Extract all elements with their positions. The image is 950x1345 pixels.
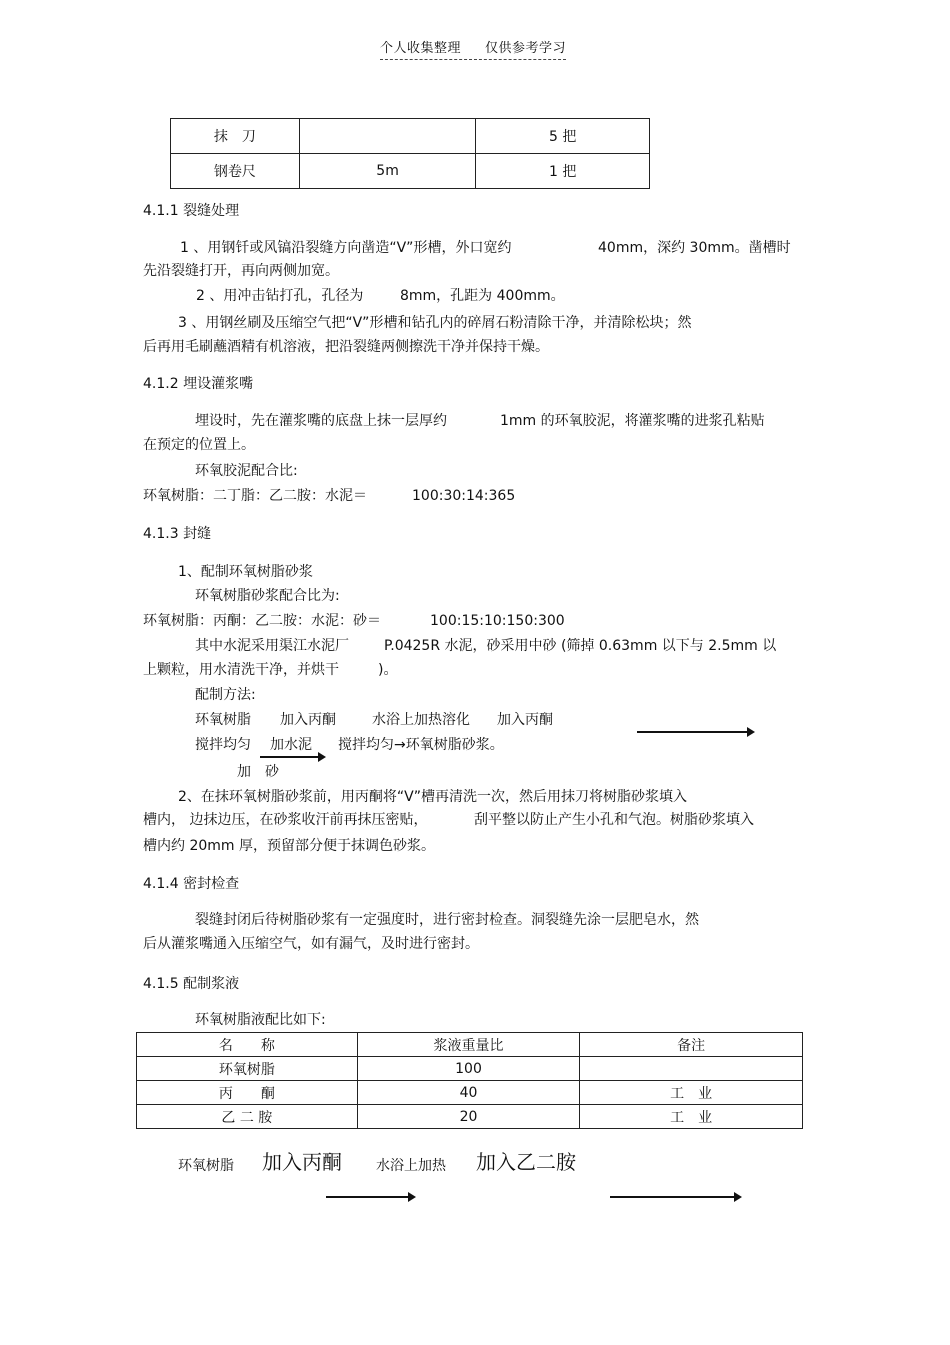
section-heading-415: 4.1.5 配制浆液 bbox=[143, 976, 240, 992]
column-header: 备注 bbox=[580, 1033, 803, 1057]
paragraph-line: 后从灌浆嘴通入压缩空气，如有漏气，及时进行密封。 bbox=[143, 936, 479, 952]
paragraph-line: 环氧树脂液配比如下: bbox=[195, 1012, 326, 1028]
method-step: 水浴上加热溶化 bbox=[372, 712, 470, 728]
table-row bbox=[137, 1105, 803, 1129]
paragraph-line: 100:15:10:150:300 bbox=[430, 613, 565, 629]
table-cell: 100 bbox=[357, 1057, 580, 1081]
paragraph-line: 配制方法: bbox=[195, 687, 256, 703]
method-step: 搅拌均匀 bbox=[195, 737, 251, 753]
paragraph-line: 3 、用钢丝刷及压缩空气把“V”形槽和钻孔内的碎屑石粉清除干净，并清除松块；然 bbox=[178, 315, 692, 331]
method-step: 加 砂 bbox=[237, 764, 279, 780]
paragraph-line: )。 bbox=[378, 662, 398, 678]
table-cell: 20 bbox=[357, 1105, 580, 1129]
paragraph-line: 刮平整以防止产生小孔和气泡。树脂砂浆填入 bbox=[474, 812, 754, 828]
paragraph-line: 先沿裂缝打开，再向两侧加宽。 bbox=[143, 263, 339, 279]
table-cell: 5m bbox=[299, 154, 476, 189]
paragraph-line: 40mm，深约 30mm。凿槽时 bbox=[598, 240, 791, 256]
paragraph-line: 1、配制环氧树脂砂浆 bbox=[178, 564, 313, 580]
paragraph-line: 其中水泥采用渠江水泥厂 bbox=[195, 638, 349, 654]
paragraph-line: 环氧树脂：丙酮：乙二胺：水泥：砂＝ bbox=[143, 613, 381, 629]
column-header: 名 称 bbox=[137, 1033, 358, 1057]
section-heading-412: 4.1.2 埋设灌浆嘴 bbox=[143, 376, 254, 392]
method-step: 搅拌均匀→环氧树脂砂浆。 bbox=[338, 737, 504, 753]
paragraph-line: 1mm 的环氧胶泥，将灌浆嘴的进浆孔粘贴 bbox=[500, 413, 765, 429]
method-step: 环氧树脂 bbox=[195, 712, 251, 728]
table-cell: 丙 酮 bbox=[137, 1081, 358, 1105]
section-heading-414: 4.1.4 密封检查 bbox=[143, 876, 240, 892]
page-header bbox=[380, 40, 566, 60]
table-cell: 抹 刀 bbox=[171, 119, 300, 154]
flow-step: 水浴上加热 bbox=[376, 1158, 446, 1174]
ratio-table bbox=[136, 1032, 803, 1129]
method-step: 加入丙酮 bbox=[280, 712, 336, 728]
arrow-icon bbox=[637, 731, 753, 733]
table-cell bbox=[580, 1057, 803, 1081]
paragraph-line: 1 、用钢钎或风镐沿裂缝方向凿造“V”形槽，外口宽约 bbox=[180, 240, 512, 256]
arrow-icon bbox=[326, 1196, 414, 1198]
table-cell: 40 bbox=[357, 1081, 580, 1105]
table-cell: 钢卷尺 bbox=[171, 154, 300, 189]
paragraph-line: 槽内约 20mm 厚，预留部分便于抹调色砂浆。 bbox=[143, 838, 435, 854]
table-cell: 乙 二 胺 bbox=[137, 1105, 358, 1129]
header-left-text: 个人收集整理 bbox=[380, 41, 462, 56]
header-right-text: 仅供参考学习 bbox=[485, 41, 567, 56]
arrow-icon bbox=[610, 1196, 740, 1198]
table-cell: 环氧树脂 bbox=[137, 1057, 358, 1081]
paragraph-line: 埋设时，先在灌浆嘴的底盘上抹一层厚约 bbox=[195, 413, 447, 429]
paragraph-line: 8mm，孔距为 400mm。 bbox=[400, 288, 565, 304]
paragraph-line: 2、在抹环氧树脂砂浆前，用丙酮将“V”槽再清洗一次，然后用抹刀将树脂砂浆填入 bbox=[178, 789, 687, 805]
method-step: 加水泥 bbox=[270, 737, 312, 753]
table-row bbox=[137, 1081, 803, 1105]
table-cell: 1 把 bbox=[476, 154, 650, 189]
table-cell: 工 业 bbox=[580, 1081, 803, 1105]
paragraph-line: 上颗粒，用水清洗干净，并烘干 bbox=[143, 662, 339, 678]
paragraph-line: 在预定的位置上。 bbox=[143, 437, 255, 453]
paragraph-line: 环氧树脂砂浆配合比为: bbox=[195, 588, 340, 604]
paragraph-line: 槽内， 边抹边压，在砂浆收汗前再抹压密贴， bbox=[143, 812, 428, 828]
table-header-row bbox=[137, 1033, 803, 1057]
arrow-icon bbox=[260, 756, 324, 758]
flow-step: 加入丙酮 bbox=[262, 1150, 342, 1174]
table-row bbox=[171, 119, 650, 154]
table-cell: 工 业 bbox=[580, 1105, 803, 1129]
method-step: 加入丙酮 bbox=[497, 712, 553, 728]
column-header: 浆液重量比 bbox=[357, 1033, 580, 1057]
paragraph-line: 后再用毛刷蘸酒精有机溶液，把沿裂缝两侧擦洗干净并保持干燥。 bbox=[143, 339, 549, 355]
section-heading-411: 4.1.1 裂缝处理 bbox=[143, 203, 240, 219]
paragraph-line: P.0425R 水泥，砂采用中砂 (筛掉 0.63mm 以下与 2.5mm 以 bbox=[384, 638, 777, 654]
flow-step: 加入乙二胺 bbox=[476, 1150, 576, 1174]
paragraph-line: 环氧树脂：二丁脂：乙二胺：水泥＝ bbox=[143, 488, 367, 504]
paragraph-line: 裂缝封闭后待树脂砂浆有一定强度时，进行密封检查。洞裂缝先涂一层肥皂水，然 bbox=[195, 912, 699, 928]
paragraph-line: 环氧胶泥配合比: bbox=[195, 463, 298, 479]
paragraph-line: 2 、用冲击钻打孔，孔径为 bbox=[196, 288, 364, 304]
section-heading-413: 4.1.3 封缝 bbox=[143, 526, 212, 542]
flow-step: 环氧树脂 bbox=[178, 1158, 234, 1174]
table-row bbox=[171, 154, 650, 189]
table-cell: 5 把 bbox=[476, 119, 650, 154]
table-row bbox=[137, 1057, 803, 1081]
table-cell bbox=[299, 119, 476, 154]
paragraph-line: 100:30:14:365 bbox=[412, 488, 516, 504]
tool-table bbox=[170, 118, 650, 189]
